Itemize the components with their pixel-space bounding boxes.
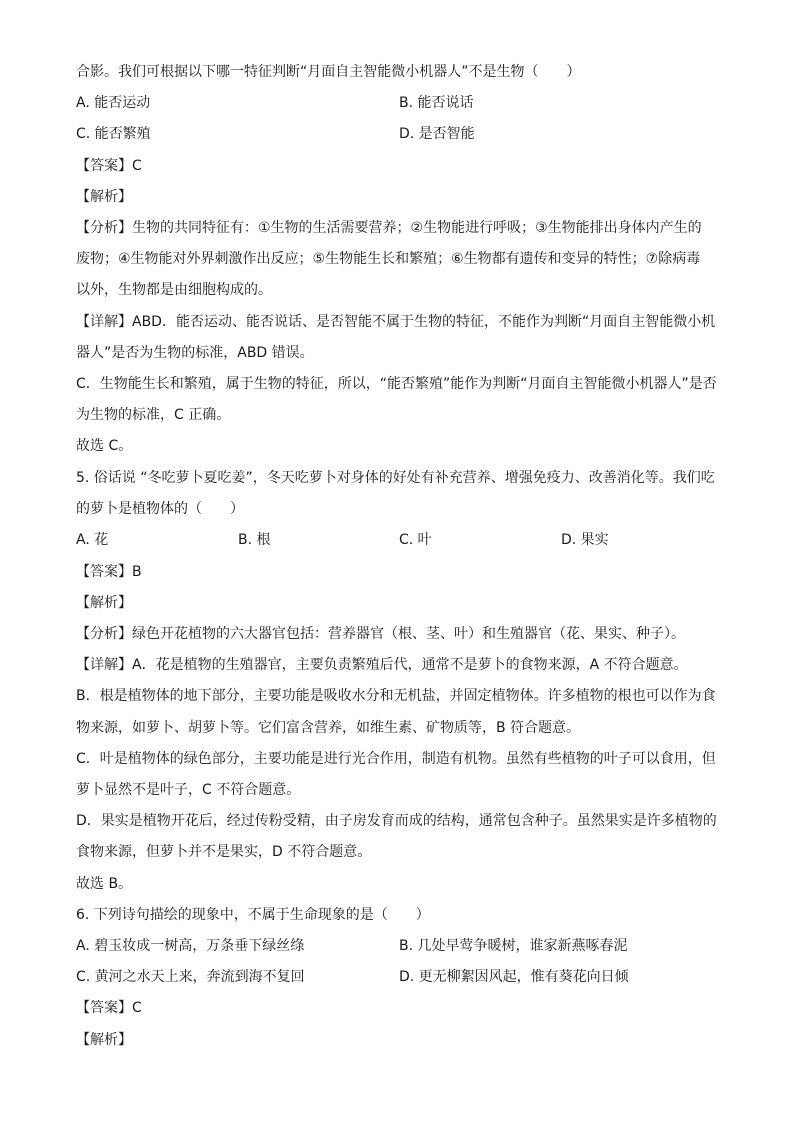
q4-answer: 【答案】C xyxy=(76,158,142,174)
q4-detail-line: 器人”是否为生物的标准，ABD 错误。 xyxy=(76,345,314,361)
q6-option-a: A. 碧玉妆成一树高，万条垂下绿丝绦 xyxy=(76,938,305,954)
q4-analysis-line: 【分析】生物的共同特征有：①生物的生活需要营养；②生物能进行呼吸；③生物能排出身体内产生的 xyxy=(76,220,702,236)
q6-stem: 6. 下列诗句描绘的现象中，不属于生命现象的是（ ） xyxy=(76,907,430,923)
q5-detail-line: 食物来源，但萝卜并不是果实，D 不符合题意。 xyxy=(76,844,372,860)
q6-option-c: C. 黄河之水天上来，奔流到海不复回 xyxy=(76,969,305,985)
q5-detail-line: 【详解】A．花是植物的生殖器官，主要负责繁殖后代，通常不是萝卜的食物来源，A 不符合题意。 xyxy=(76,657,688,673)
q5-option-d: D. 果实 xyxy=(561,532,609,548)
q5-conclusion: 故选 B。 xyxy=(76,876,133,892)
q4-option-b: B. 能否说话 xyxy=(399,95,474,111)
q5-detail-line: D．果实是植物开花后，经过传粉受精，由子房发育而成的结构，通常包含种子。虽然果实是许多植物的 xyxy=(76,813,717,829)
q4-detail-line: C．生物能生长和繁殖，属于生物的特征，所以，“能否繁殖”能作为判断“月面自主智能微小机器人”是否 xyxy=(76,376,717,392)
q4-detail-line: 为生物的标准，C 正确。 xyxy=(76,407,231,423)
q5-detail-line: B．根是植物体的地下部分，主要功能是吸收水分和无机盐，并固定植物体。许多植物的根也可以作为食 xyxy=(76,688,716,704)
q4-option-d: D. 是否智能 xyxy=(399,126,475,142)
q4-analysis-line: 以外，生物都是由细胞构成的。 xyxy=(76,282,272,298)
q5-answer: 【答案】B xyxy=(76,564,142,580)
q5-option-a: A. 花 xyxy=(76,532,109,548)
q4-stem: 合影。我们可根据以下哪一特征判断“月面自主智能微小机器人”不是生物（ ） xyxy=(76,64,581,80)
q4-analysis-label: 【解析】 xyxy=(76,189,132,205)
q5-detail-line: 萝卜显然不是叶子，C 不符合题意。 xyxy=(76,782,301,798)
q6-analysis-label: 【解析】 xyxy=(76,1032,132,1048)
q4-option-a: A. 能否运动 xyxy=(76,95,151,111)
q5-option-b: B. 根 xyxy=(238,532,271,548)
q4-detail-line: 【详解】ABD．能否运动、能否说话、是否智能不属于生物的特征，不能作为判断“月面自主智能微小机 xyxy=(76,314,716,330)
q4-analysis-line: 废物；④生物能对外界刺激作出反应；⑤生物能生长和繁殖；⑥生物都有遗传和变异的特性；⑦除病毒 xyxy=(76,251,701,267)
q5-stem: 的萝卜是植物体的（ ） xyxy=(76,501,244,517)
q5-analysis-line: 【分析】绿色开花植物的六大器官包括：营养器官（根、茎、叶）和生殖器官（花、果实、种子）。 xyxy=(76,626,685,642)
q4-option-c: C. 能否繁殖 xyxy=(76,126,151,142)
q5-stem: 5. 俗话说 “冬吃萝卜夏吃姜”，冬天吃萝卜对身体的好处有补充营养、增强免疫力、改善消化等。我们吃 xyxy=(76,470,715,486)
q4-conclusion: 故选 C。 xyxy=(76,438,133,454)
q6-answer: 【答案】C xyxy=(76,1000,142,1016)
q5-detail-line: C．叶是植物体的绿色部分，主要功能是进行光合作用，制造有机物。虽然有些植物的叶子可以食用，但 xyxy=(76,751,716,767)
q5-detail-line: 物来源，如萝卜、胡萝卜等。它们富含营养，如维生素、矿物质等，B 符合题意。 xyxy=(76,720,581,736)
q6-option-d: D. 更无柳絮因风起，惟有葵花向日倾 xyxy=(399,969,629,985)
q5-option-c: C. 叶 xyxy=(399,532,432,548)
q5-analysis-label: 【解析】 xyxy=(76,595,132,611)
q6-option-b: B. 几处早莺争暖树，谁家新燕啄春泥 xyxy=(399,938,628,954)
